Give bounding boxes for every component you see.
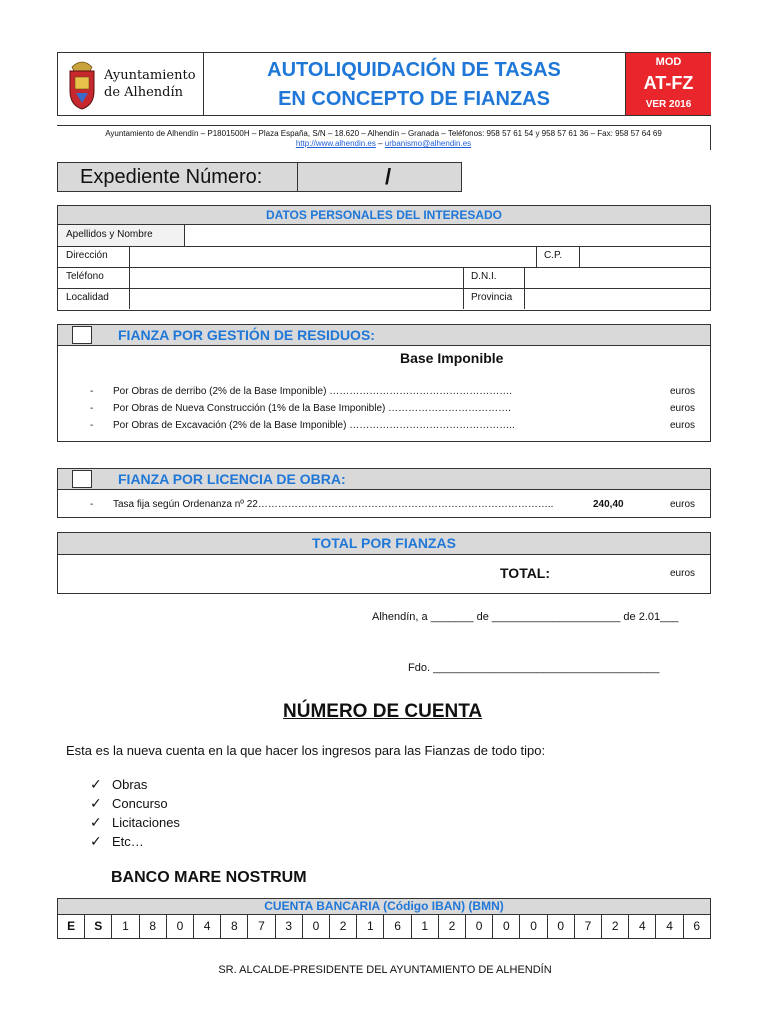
iban-digit-cell: 0: [466, 915, 493, 938]
direccion-label: Dirección: [58, 246, 130, 267]
logo-area: [58, 53, 204, 115]
total-header: TOTAL POR FIANZAS: [57, 532, 711, 555]
expediente-number-field[interactable]: [354, 163, 462, 191]
licencia-body: [57, 490, 711, 518]
dni-label: D.N.I.: [463, 267, 525, 288]
coat-of-arms-icon: [66, 57, 98, 111]
total-unit: euros: [670, 568, 696, 579]
footer-addressee: SR. ALCALDE-PRESIDENTE DEL AYUNTAMIENTO DE ALHENDÍN: [218, 964, 552, 976]
iban-digit-cell: 8: [221, 915, 248, 938]
checkmark-icon: ✓: [90, 795, 102, 811]
total-body: [57, 555, 711, 594]
residuos-item-excavacion: Por Obras de Excavación (2% de la Base Imponible) …………………………………………..: [113, 420, 515, 431]
contact-links: [57, 139, 710, 149]
page-title-line1: AUTOLIQUIDACIÓN DE TASAS: [267, 59, 561, 81]
licencia-dash: -: [90, 499, 94, 510]
datos-personales-header: DATOS PERSONALES DEL INTERESADO: [57, 205, 711, 225]
residuos-item-derribo: Por Obras de derribo (2% de la Base Imponible) ……………………………………………….: [113, 386, 512, 397]
title-area: [204, 53, 682, 115]
iban-digit-cell: 3: [276, 915, 303, 938]
apellidos-label: Apellidos y Nombre: [58, 225, 185, 246]
checkmark-icon: ✓: [90, 833, 102, 849]
expediente-slash: /: [385, 164, 392, 189]
contact-line: Ayuntamiento de Alhendín – P1801500H – Plaza España, S/N – 18.620 – Alhendín – Granada – Teléfonos: 958 57 61 54 y 958 57 61 36 – Fax: 958 57 64 69: [105, 129, 662, 138]
checkmark-icon: ✓: [90, 814, 102, 830]
iban-digit-cell: 0: [520, 915, 547, 938]
iban-digit-cell: 2: [439, 915, 466, 938]
licencia-header: [57, 468, 711, 490]
website-link[interactable]: http://www.alhendin.es: [295, 139, 376, 148]
iban-digit-cell: 4: [194, 915, 221, 938]
logo-text: [104, 67, 196, 101]
expediente-label: Expediente Número:: [58, 163, 298, 191]
email-link[interactable]: urbanismo@alhendin.es: [384, 139, 472, 148]
base-imponible-label: Base Imponible: [400, 350, 504, 366]
iban-digit-cell: 0: [167, 915, 194, 938]
residuos-dash: -: [90, 386, 94, 397]
telefono-field[interactable]: [130, 267, 463, 288]
iban-digit-cell: 4: [656, 915, 683, 938]
cuenta-title: NÚMERO DE CUENTA: [283, 701, 483, 722]
iban-digit-cell: 0: [303, 915, 330, 938]
logo-line1: Ayuntamiento: [104, 68, 196, 83]
licencia-unit: euros: [670, 499, 696, 510]
iban-digit-cell: 8: [140, 915, 167, 938]
iban-digit-cell: 0: [493, 915, 520, 938]
residuos-title: FIANZA POR GESTIÓN DE RESIDUOS:: [118, 327, 375, 343]
page-title-line2: EN CONCEPTO DE FIANZAS: [278, 88, 550, 110]
licencia-checkbox[interactable]: [72, 470, 92, 488]
residuos-checkbox[interactable]: [72, 326, 92, 344]
cp-field[interactable]: [580, 246, 710, 267]
localidad-field[interactable]: [130, 288, 463, 309]
expediente-box: [57, 162, 462, 192]
residuos-dash: -: [90, 420, 94, 431]
iban-digit-cell: 1: [412, 915, 439, 938]
mod-code: AT-FZ: [643, 73, 694, 93]
licencia-item: Tasa fija según Ordenanza nº 22……………………………………………………………………………..: [113, 499, 554, 510]
checkmark-icon: ✓: [90, 776, 102, 792]
iban-header: CUENTA BANCARIA (Código IBAN) (BMN): [57, 898, 711, 915]
iban-digit-cell: 0: [548, 915, 575, 938]
cuenta-item-concurso: Concurso: [112, 796, 168, 811]
provincia-label: Provincia: [463, 288, 525, 309]
residuos-unit: euros: [670, 420, 696, 431]
licencia-title: FIANZA POR LICENCIA DE OBRA:: [118, 471, 346, 487]
iban-digit-cell: 6: [693, 919, 701, 933]
iban-digit-cell: S: [85, 915, 112, 938]
provincia-field[interactable]: [525, 288, 710, 309]
residuos-unit: euros: [670, 403, 696, 414]
bank-name: BANCO MARE NOSTRUM: [111, 869, 307, 886]
total-label: TOTAL:: [500, 565, 551, 581]
residuos-body: [57, 346, 711, 442]
header-box: [57, 52, 711, 116]
residuos-unit: euros: [670, 386, 696, 397]
iban-row: [57, 915, 711, 939]
iban-digit-cell: 7: [248, 915, 275, 938]
residuos-dash: -: [90, 403, 94, 414]
cuenta-item-etc: Etc…: [112, 834, 144, 849]
iban-digit-cell: 1: [112, 915, 139, 938]
apellidos-field[interactable]: [185, 225, 710, 246]
iban-digit-cell: 2: [602, 915, 629, 938]
logo-line2: de Alhendín: [104, 85, 183, 100]
residuos-header: [57, 324, 711, 346]
model-badge: [625, 53, 711, 115]
cuenta-item-obras: Obras: [112, 777, 148, 792]
iban-digit-cell: 2: [330, 915, 357, 938]
residuos-item-nueva-construccion: Por Obras de Nueva Construcción (1% de la Base Imponible) ……………………………….: [113, 403, 511, 414]
dni-field[interactable]: [525, 267, 710, 288]
iban-digit-cell: E: [58, 915, 85, 938]
mod-label: MOD: [655, 56, 682, 68]
cp-label: C.P.: [536, 246, 580, 267]
iban-digit-cell: 6: [384, 915, 411, 938]
fecha-line: Alhendín, a _______ de _____________________ de 2.01___: [372, 611, 679, 623]
contact-info: [57, 125, 711, 150]
cuenta-intro: Esta es la nueva cuenta en la que hacer los ingresos para las Fianzas de todo tipo:: [66, 743, 546, 758]
iban-digit-cell: 4: [629, 915, 656, 938]
telefono-label: Teléfono: [58, 267, 130, 288]
direccion-field[interactable]: [130, 246, 536, 267]
iban-digit-cell: 7: [575, 915, 602, 938]
datos-personales-table: [57, 225, 711, 311]
licencia-amount: 240,40: [593, 499, 624, 510]
cuenta-item-licitaciones: Licitaciones: [112, 815, 180, 830]
firma-line: Fdo. _____________________________________: [408, 662, 660, 674]
localidad-label: Localidad: [58, 288, 130, 309]
mod-version: VER 2016: [645, 99, 692, 110]
contact-separator: –: [378, 139, 383, 148]
iban-digit-cell: 1: [357, 915, 384, 938]
